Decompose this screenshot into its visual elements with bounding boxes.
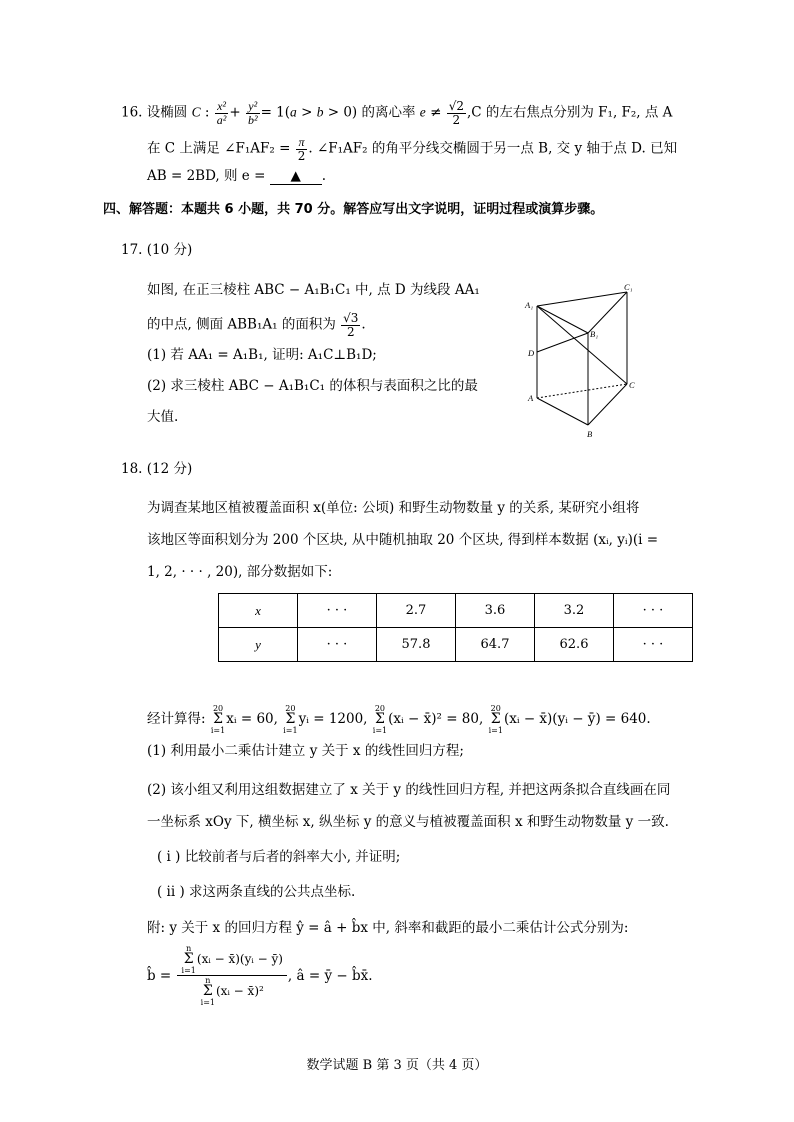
table-row [219, 628, 693, 662]
q17-text: 的中点, 侧面 ABB₁A₁ 的面积为 [147, 316, 336, 333]
formula-numerator: (xᵢ − x̄)(yᵢ − ȳ) [196, 952, 283, 966]
table-cell: · · · [614, 594, 693, 628]
table-cell: x [219, 594, 298, 628]
label-b: B [587, 429, 593, 439]
segment-a1-c [537, 306, 627, 384]
answer-blank [270, 168, 322, 185]
label-d: D [528, 348, 535, 358]
q16-line3 [147, 166, 326, 186]
sum-symbol: n Σ i=1 [181, 944, 196, 975]
label-b1: B₁ [590, 329, 599, 339]
q16-line2 [147, 136, 677, 162]
sum-symbol: 20 Σ i=1 [210, 704, 226, 735]
triangle-icon: ▲ [290, 168, 301, 184]
formula-fraction [177, 944, 287, 1007]
label-c: C [629, 380, 635, 390]
q18-sub-i: ( i ) 比较前者与后者的斜率大小, 并证明; [157, 849, 401, 865]
table-cell: 62.6 [535, 628, 614, 662]
sum-top: 20 [490, 704, 501, 713]
edge-a-c-hidden [537, 384, 627, 398]
formula-b-label: b̂ = [147, 967, 172, 984]
table-cell: · · · [298, 594, 377, 628]
q16-frac-x: $\frac{\text{x²}}{\text{a²}}$ [216, 99, 227, 127]
q18-line3: 1, 2, · · · , 20), 部分数据如下: [147, 564, 333, 580]
q18-sub-ii: ( ii ) 求这两条直线的公共点坐标. [157, 884, 356, 900]
regression-formula [147, 944, 373, 1007]
q16-text: . ∠F₁AF₂ 的角平分线交椭圆于另一点 B, 交 y 轴于点 D. 已知 [308, 140, 678, 157]
q18-text: 经计算得: [147, 711, 206, 727]
q18-line2: 该地区等面积划分为 200 个区块, 从中随机抽取 20 个区块, 得到样本数据 (xᵢ, yᵢ)(i = [147, 532, 659, 548]
sum-bottom: i=1 [488, 726, 503, 735]
table-row [219, 594, 693, 628]
q17-text: . [361, 316, 366, 333]
q17-line2 [147, 312, 366, 338]
table-cell: 64.7 [456, 628, 535, 662]
edge-b1-c1 [588, 292, 627, 333]
q18-number: 18. (12 分) [121, 461, 193, 477]
q18-text: (xᵢ − x̄)(yᵢ − ȳ) = 640. [503, 711, 651, 727]
sum-top: n [186, 944, 192, 953]
q17-number: 17. (10 分) [121, 242, 193, 258]
sum-bottom: i=1 [372, 726, 388, 735]
q16-text: . [321, 168, 326, 184]
data-table [218, 593, 693, 662]
edge-a1-c1 [537, 292, 627, 306]
label-a1: A₁ [525, 300, 534, 310]
sum-symbol: 20 Σ i=1 [372, 704, 388, 735]
table-cell: y [219, 628, 298, 662]
sum-symbol: 20 Σ i=1 [488, 704, 503, 735]
q17-part2b: 大值. [147, 409, 179, 425]
sum-bottom: i=1 [200, 998, 215, 1007]
q16-text: ,C 的左右焦点分别为 F₁, F₂, 点 A [466, 104, 673, 121]
q16-frac-pi: $\frac{\pi}{2}$ [297, 135, 306, 163]
q16-number: 16. [121, 104, 143, 121]
sum-top: 20 [285, 704, 296, 713]
table-cell: 3.2 [535, 594, 614, 628]
sum-bottom: i=1 [181, 966, 196, 975]
sum-bottom: i=1 [210, 726, 226, 735]
edge-a-b [537, 398, 588, 425]
sum-bottom: i=1 [283, 726, 298, 735]
q17-part1: (1) 若 AA₁ = A₁B₁, 证明: A₁C⊥B₁D; [147, 347, 377, 363]
q16-text: AB = 2BD, 则 e = [147, 168, 266, 184]
edge-a1-b1 [537, 306, 588, 333]
sum-top: n [205, 976, 211, 985]
formula-denominator: (xᵢ − x̄)² [216, 984, 264, 998]
q16-frac-y: $\frac{\text{y²}}{\text{b²}}$ [247, 99, 258, 127]
table-cell: 2.7 [377, 594, 456, 628]
sum-symbol: 20 Σ i=1 [283, 704, 298, 735]
q16-text: 设椭圆 [146, 104, 188, 121]
q18-text: xᵢ = 60, [226, 711, 278, 727]
q16-text: 的离心率 [361, 104, 416, 121]
q17-part2a: (2) 求三棱柱 ABC − A₁B₁C₁ 的体积与表面积之比的最 [147, 378, 478, 394]
segment-d-b1 [537, 333, 588, 352]
prism-figure [520, 278, 650, 443]
q16-line1: 16. 设椭圆 C : $\frac{\text{x²}}{\text{a²}}$ + $\frac{\text{y²}}{\text{b²}}$ = 1(a > b > 0) 的离心率 e ≠ $\frac{√2}{2}$ ,C 的左右焦点分别为 F₁, F₂, 点 A [121, 99, 673, 127]
section-title: 四、解答题：本题共 6 小题，共 70 分。解答应写出文字说明，证明过程或演算步骤。 [103, 202, 604, 217]
q18-part2b: 一坐标系 xOy 下, 横坐标 x, 纵坐标 y 的意义与植被覆盖面积 x 和野生动物数量 y 一致. [147, 814, 669, 830]
label-a: A [528, 393, 534, 403]
q18-line1: 为调查某地区植被覆盖面积 x(单位: 公顷) 和野生动物数量 y 的关系, 某研究小组将 [147, 500, 640, 516]
q17-frac-sqrt3: $\frac{√3}{2}$ [343, 311, 359, 339]
q16-frac-sqrt2: $\frac{√2}{2}$ [448, 99, 464, 127]
table-cell: 57.8 [377, 628, 456, 662]
q18-text: (xᵢ − x̄)² = 80, [388, 711, 484, 727]
q18-part1: (1) 利用最小二乘估计建立 y 关于 x 的线性回归方程; [147, 743, 464, 759]
table-cell: · · · [298, 628, 377, 662]
edge-b-c [588, 384, 627, 425]
sum-top: 20 [374, 704, 386, 713]
q18-text: yᵢ = 1200, [298, 711, 368, 727]
q18-appendix: 附: y 关于 x 的回归方程 ŷ = â + b̂x 中, 斜率和截距的最小二乘估计公式分别为: [147, 920, 629, 936]
q18-part2a: (2) 该小组又利用这组数据建立了 x 关于 y 的线性回归方程, 并把这两条拟合直线画在同 [147, 782, 671, 798]
table-cell: 3.6 [456, 594, 535, 628]
sum-top: 20 [212, 704, 224, 713]
q18-calc [147, 704, 651, 735]
sum-symbol: n Σ i=1 [200, 976, 215, 1007]
q16-text: 在 C 上满足 ∠F₁AF₂ = [147, 140, 291, 157]
formula-a: , â = ȳ − b̂x̄. [287, 967, 373, 984]
table-cell: · · · [614, 628, 693, 662]
label-c1: C₁ [624, 282, 633, 292]
q17-line1: 如图, 在正三棱柱 ABC − A₁B₁C₁ 中, 点 D 为线段 AA₁ [147, 282, 480, 298]
page-footer: 数学试题 B 第 3 页（共 4 页） [306, 1058, 488, 1073]
